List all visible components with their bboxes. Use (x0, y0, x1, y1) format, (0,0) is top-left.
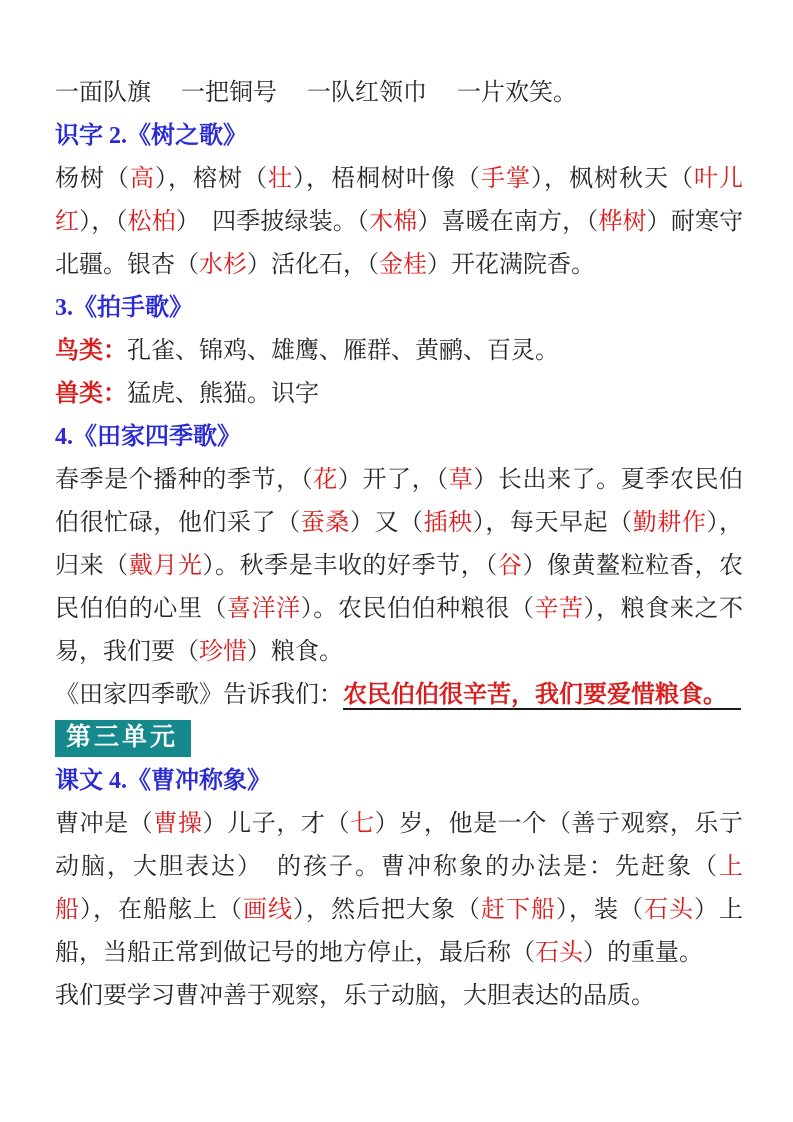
answer-text: 水杉 (199, 252, 247, 278)
para-four-seasons-song (55, 459, 743, 674)
body-text: ），归来（ (55, 510, 744, 579)
answer-text: 木棉 (369, 209, 418, 235)
answer-text: 谷 (497, 553, 523, 579)
answer-text: 赶下船 (481, 897, 556, 923)
heading-shizi-2-tree-song: 识字 2.《树之歌》 (55, 123, 247, 149)
body-text: ）耐寒守北疆。银杏（ (55, 209, 744, 278)
body-text: 孔雀、锦鸡、雄鹰、雁群、黄鹂、百灵。 (127, 338, 559, 364)
answer-text: 戴月光 (128, 553, 203, 579)
line-lesson-takeaway (55, 674, 743, 717)
body-text: ）又（ (349, 510, 424, 536)
body-text: ），榕树（ (155, 166, 268, 192)
body-text: ），（ (79, 209, 128, 235)
line-bird-category (55, 330, 743, 373)
line-beast-category (55, 373, 743, 416)
answer-text: 石头 (535, 940, 583, 966)
answer-text: 手掌 (481, 166, 531, 192)
answer-text: 鸟类： (55, 338, 127, 364)
answer-text: 桦树 (598, 209, 647, 235)
answer-text: 花 (313, 467, 338, 493)
answer-text: 七 (350, 811, 375, 837)
answer-text: 插秧 (423, 510, 473, 536)
body-text: ）开花满院香。 (427, 252, 595, 278)
body-text: ），梧桐树叶像（ (293, 166, 481, 192)
answer-text: 画线 (243, 897, 293, 923)
answer-text: 勤耕作 (632, 510, 707, 536)
body-text: 杨树（ (55, 166, 130, 192)
body-text: 猛虎、熊猫。识字 (127, 381, 319, 407)
answer-text: 蚕桑 (300, 510, 350, 536)
answer-text: 松柏 (127, 209, 176, 235)
answer-text: 农民伯伯很辛苦，我们要爱惜粮食。 (343, 682, 741, 710)
answer-text: 珍惜 (199, 639, 247, 665)
body-text: 春季是个播种的季节，（ (55, 467, 314, 493)
body-text: ）上船，当船正常到做记号的地方停止，最后称（ (55, 897, 743, 966)
body-text: ）岁，他是一个（善亍观察，乐亍动脑，大胆表达） 的孩子。曹冲称象的办法是：先赶象（ (55, 811, 744, 880)
body-text: ），然后把大象（ (293, 897, 481, 923)
body-text: 我们要学习曹冲善于观察，乐亍动脑，大胆表达的品质。 (55, 983, 655, 1009)
heading-kewen-4-caochong: 课文 4.《曹冲称象》 (55, 768, 271, 794)
body-text: ）。农民伯伯种粮很（ (300, 596, 535, 622)
answer-text: 石头 (644, 897, 694, 923)
para-caochong-weighs-elephant (55, 803, 743, 975)
body-text: 《田家四季歌》告诉我们： (55, 682, 343, 708)
body-text: ）儿子，才（ (202, 811, 351, 837)
body-text: ）喜暖在南方，（ (417, 209, 599, 235)
body-text: ） 四季披绿装。（ (175, 209, 370, 235)
body-text: ）活化石，（ (247, 252, 379, 278)
unit-banner-line (55, 717, 743, 760)
body-text: ）开了，（ (337, 467, 449, 493)
intro-line (55, 72, 743, 115)
body-text: ）像黄鳌粒粒香，农民伯伯的心里（ (55, 553, 744, 622)
answer-text: 辛苦 (534, 596, 584, 622)
answer-text: 叶儿红 (55, 166, 743, 235)
answer-text: 金桂 (379, 252, 427, 278)
body-text: ）长出来了。夏季农民伯伯很忙碌，他们采了（ (55, 467, 744, 536)
answer-text: 上船 (55, 854, 743, 923)
heading-4-tianjia-four-seasons: 4.《田家四季歌》 (55, 424, 241, 450)
body-text: ），枫树秋天（ (531, 166, 694, 192)
para-tree-song (55, 158, 743, 287)
body-text: 曹冲是（ (55, 811, 154, 837)
heading-3-paishouge: 3.《拍手歌》 (55, 295, 193, 321)
body-text: ），在船舷上（ (80, 897, 243, 923)
answer-text: 壮 (268, 166, 293, 192)
unit-3-banner: 第三单元 (55, 720, 191, 757)
answer-text: 喜洋洋 (227, 596, 301, 622)
answer-text: 曹操 (153, 811, 203, 837)
line-quality-summary (55, 975, 743, 1018)
body-text: 一面队旗 一把铜号 一队红领巾 一片欢笑。 (55, 80, 577, 106)
body-text: ），粮食来之不易，我们要（ (55, 596, 744, 665)
body-text: ）。秋季是丰收的好季节，（ (202, 553, 498, 579)
body-text: ），每天早起（ (472, 510, 633, 536)
body-text: ），装（ (556, 897, 644, 923)
body-text: ）粮食。 (247, 639, 343, 665)
answer-text: 高 (130, 166, 155, 192)
answer-text: 草 (448, 467, 474, 493)
answer-text: 兽类： (55, 381, 127, 407)
body-text: ）的重量。 (583, 940, 703, 966)
